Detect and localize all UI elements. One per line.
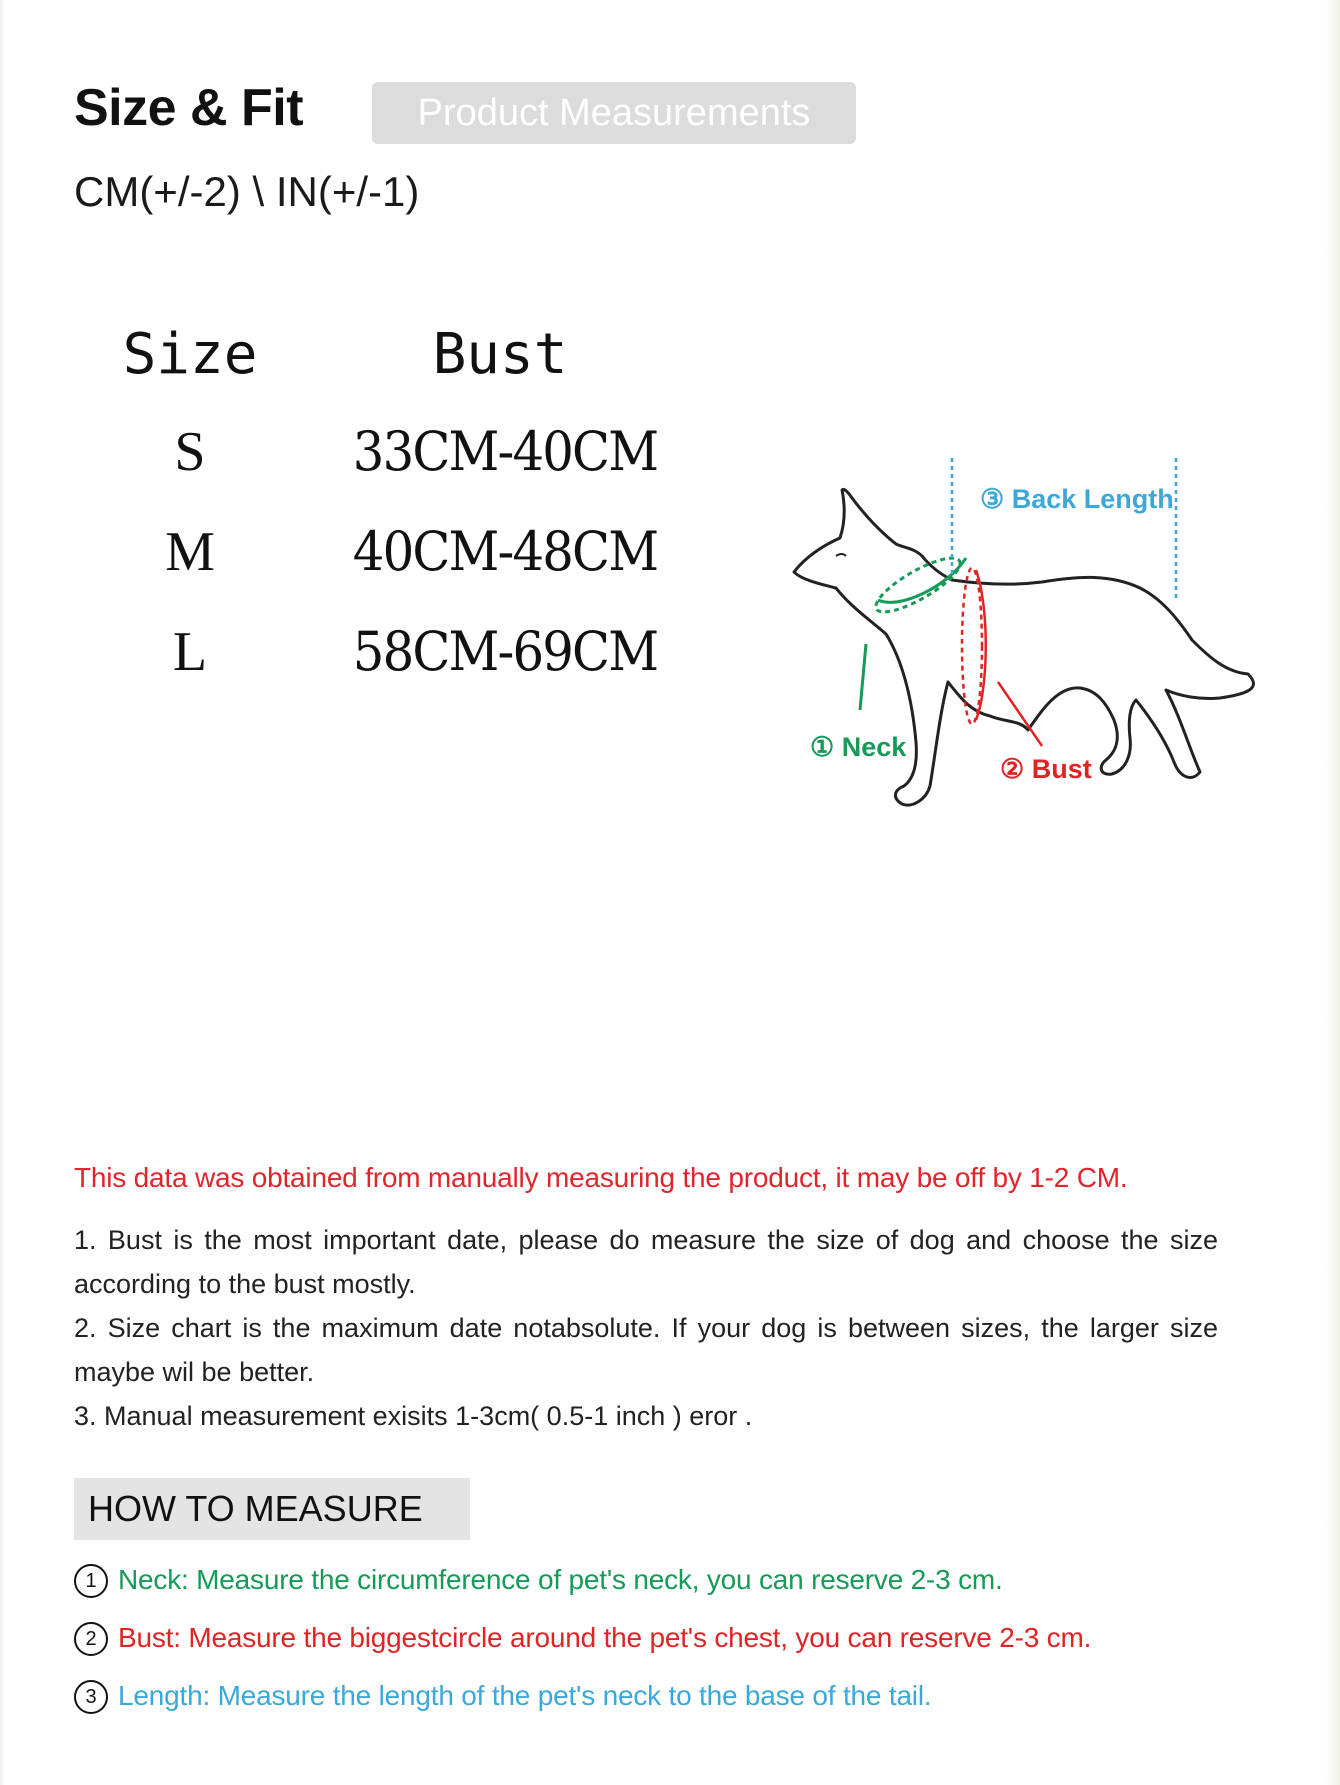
cell-bust: 40CM-48CM — [352, 520, 658, 583]
cell-size: S — [174, 421, 206, 483]
instruction-length — [74, 1680, 931, 1714]
tolerance-note: CM(+/-2) \ IN(+/-1) — [74, 168, 420, 215]
note-item: 1. Bust is the most important date, please do measure the size of dog and choose the size according to the bust mostly. — [74, 1225, 1218, 1299]
neck-label: ① Neck — [810, 732, 907, 762]
cell-bust: 33CM-40CM — [352, 420, 658, 483]
page-edge-left — [0, 0, 5, 1785]
dog-eye — [836, 554, 846, 556]
neck-pointer — [860, 644, 866, 710]
how-to-measure-heading: HOW TO MEASURE — [74, 1478, 470, 1540]
bust-pointer — [998, 682, 1042, 746]
dog-measurement-diagram — [780, 450, 1280, 855]
cell-size: L — [172, 621, 208, 683]
instruction-text: Bust: Measure the biggestcircle around the pet's chest, you can reserve 2-3 cm. — [118, 1622, 1092, 1653]
circle-number-icon: 2 — [74, 1622, 108, 1656]
instruction-neck — [74, 1564, 1003, 1598]
measurement-disclaimer: This data was obtained from manually measuring the product, it may be off by 1-2 CM. — [74, 1162, 1128, 1193]
cell-size: M — [165, 521, 215, 583]
instruction-text: Length: Measure the length of the pet's neck to the base of the tail. — [118, 1680, 932, 1711]
page-edge-right — [1326, 0, 1340, 1785]
cell-bust: 58CM-69CM — [352, 620, 658, 683]
neck-loop — [869, 549, 966, 621]
header-bust: Bust — [432, 322, 568, 387]
header-size: Size — [122, 322, 258, 387]
back-length-label: ③ Back Length — [980, 484, 1174, 514]
note-item: 3. Manual measurement exisits 1-3cm( 0.5-1 inch ) eror . — [74, 1401, 753, 1431]
bust-label: ② Bust — [1000, 754, 1092, 784]
measurement-notes — [74, 1218, 1218, 1438]
page-title: Size & Fit — [74, 79, 304, 137]
circle-number-icon: 3 — [74, 1680, 108, 1714]
instruction-bust — [74, 1622, 1091, 1656]
instruction-text: Neck: Measure the circumference of pet's neck, you can reserve 2-3 cm. — [118, 1564, 1003, 1595]
circle-number-icon: 1 — [74, 1564, 108, 1598]
note-item: 2. Size chart is the maximum date notabsolute. If your dog is between sizes, the larger size maybe wil be better. — [74, 1313, 1218, 1387]
product-measurements-badge: Product Measurements — [372, 82, 856, 144]
